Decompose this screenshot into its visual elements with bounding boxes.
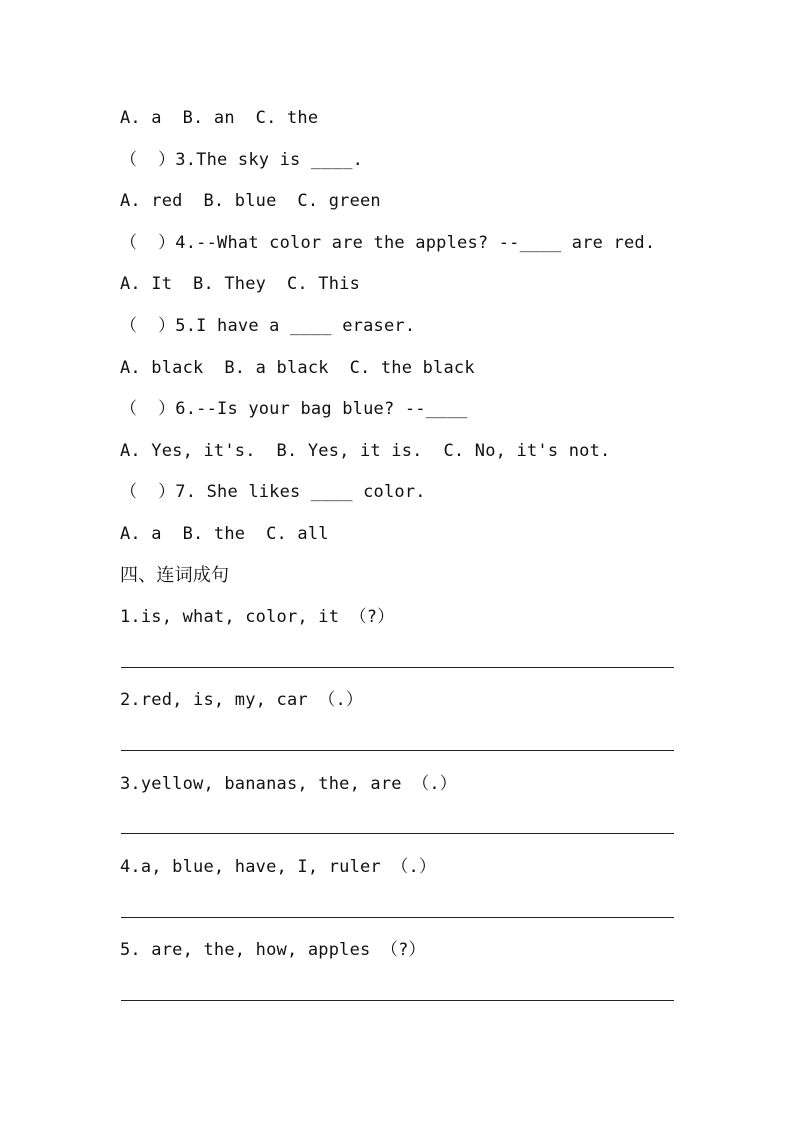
question-2-options: A. a B. an C. the xyxy=(120,108,319,128)
sentence-5-prompt: 5. are, the, how, apples （?） xyxy=(120,940,426,960)
answer-line-5 xyxy=(121,1000,674,1001)
question-6: （ ）6.--Is your bag blue? --____ xyxy=(120,399,468,419)
answer-line-1 xyxy=(121,667,674,668)
question-4: （ ）4.--What color are the apples? --____ are red. xyxy=(120,233,656,253)
question-6-options: A. Yes, it's. B. Yes, it is. C. No, it's not. xyxy=(120,441,611,461)
answer-line-3 xyxy=(121,833,674,834)
answer-line-4 xyxy=(121,917,674,918)
sentence-2-prompt: 2.red, is, my, car （.） xyxy=(120,690,364,710)
sentence-1-prompt: 1.is, what, color, it （?） xyxy=(120,607,395,627)
question-5-options: A. black B. a black C. the black xyxy=(120,358,475,378)
sentence-4-prompt: 4.a, blue, have, I, ruler （.） xyxy=(120,857,437,877)
question-3: （ ）3.The sky is ____. xyxy=(120,150,364,170)
question-3-options: A. red B. blue C. green xyxy=(120,191,381,211)
question-5: （ ）5.I have a ____ eraser. xyxy=(120,316,416,336)
sentence-3-prompt: 3.yellow, bananas, the, are （.） xyxy=(120,774,458,794)
question-7-options: A. a B. the C. all xyxy=(120,524,329,544)
section-heading: 四、连词成句 xyxy=(120,565,230,586)
question-7: （ ）7. She likes ____ color. xyxy=(120,482,426,502)
question-4-options: A. It B. They C. This xyxy=(120,274,361,294)
answer-line-2 xyxy=(121,750,674,751)
